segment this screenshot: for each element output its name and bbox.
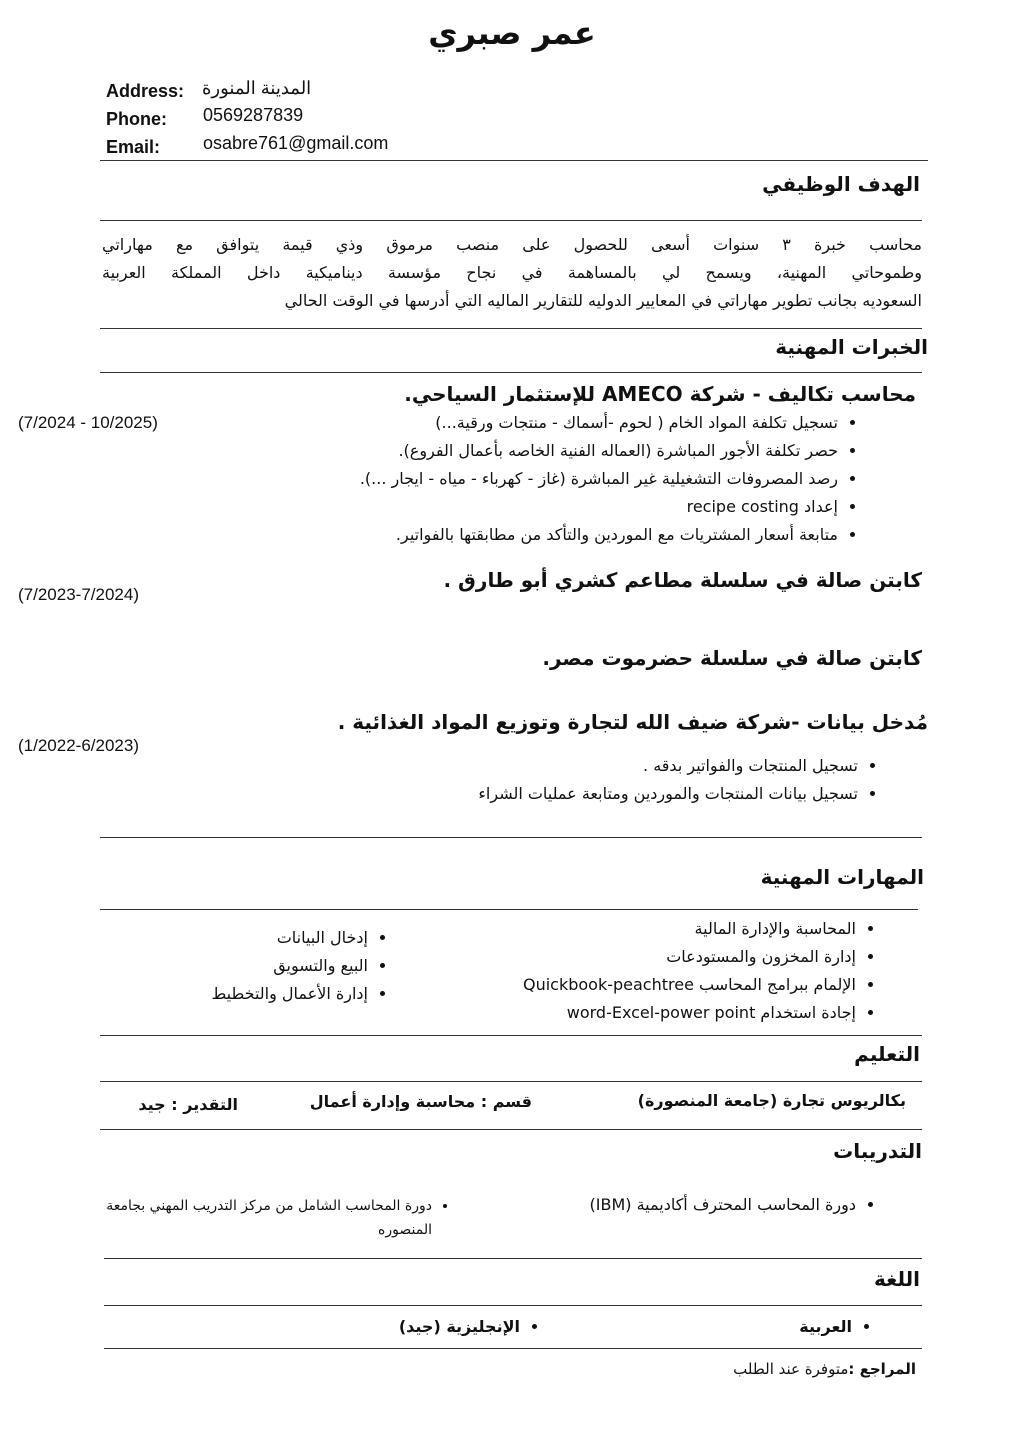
divider <box>100 220 922 221</box>
skill-item: • الإلمام ببرامج المحاسب Quickbook-peachtree <box>523 971 856 999</box>
skill-item: • البيع والتسويق <box>211 952 368 980</box>
job-title: كابتن صالة في سلسلة مطاعم كشري أبو طارق . <box>443 568 922 592</box>
job-title: محاسب تكاليف - شركة AMECO للإستثمار السياحي. <box>404 382 916 406</box>
email-label: Email: <box>106 137 161 157</box>
skill-item: • إجادة استخدام word-Excel-power point <box>523 999 856 1027</box>
experience-heading: الخبرات المهنية <box>775 335 928 359</box>
references <box>733 1360 916 1378</box>
references-value: متوفرة عند الطلب <box>733 1360 849 1378</box>
job-date: (1/2022-6/2023) <box>18 736 139 755</box>
language-item: • العربية <box>799 1313 852 1341</box>
training-item: • دورة المحاسب الشامل من مركز التدريب المهني بجامعة المنصوره <box>80 1194 432 1242</box>
job-bullets <box>360 409 862 549</box>
education-heading: التعليم <box>854 1042 920 1066</box>
skills-list-right <box>523 915 880 1027</box>
divider <box>100 372 922 373</box>
divider <box>104 1348 922 1349</box>
divider <box>100 1035 922 1036</box>
phone-value: 0569287839 <box>203 105 304 125</box>
training-list <box>80 1194 456 1242</box>
references-label: المراجع : <box>848 1360 916 1378</box>
address-value: المدينة المنورة <box>202 78 312 98</box>
education-grade: التقدير : جيد <box>138 1095 238 1114</box>
language-heading: اللغة <box>874 1267 920 1291</box>
job-bullet: • تسجيل بيانات المنتجات والموردين ومتابعة عمليات الشراء <box>478 780 858 808</box>
divider <box>100 1129 922 1130</box>
training-list <box>590 1191 881 1219</box>
skill-item: • إدخال البيانات <box>211 924 368 952</box>
skill-item: • إدارة المخزون والمستودعات <box>523 943 856 971</box>
objective-line: السعوديه بجانب تطوير مهاراتي في المعايير الدوليه للتقارير الماليه التي أدرسها في الوقت الحالي <box>284 291 922 310</box>
job-date: (7/2024 - 10/2025) <box>18 413 158 432</box>
education-degree: بكالريوس تجارة (جامعة المنصورة) <box>637 1091 906 1110</box>
email-value: osabre761@gmail.com <box>203 133 389 153</box>
divider <box>100 328 922 329</box>
job-bullet: • تسجيل تكلفة المواد الخام ( لحوم -أسماك - منتجات ورقية...) <box>360 409 838 437</box>
training-heading: التدريبات <box>833 1139 922 1163</box>
divider <box>104 1305 922 1306</box>
skill-item: • المحاسبة والإدارة المالية <box>523 915 856 943</box>
job-bullet: • تسجيل المنتجات والفواتير بدقه . <box>478 752 858 780</box>
divider <box>100 837 922 838</box>
training-item: • دورة المحاسب المحترف أكاديمية (IBM) <box>590 1191 857 1219</box>
address-label: Address: <box>106 81 185 101</box>
objective-line: محاسب خبرة ٣ سنوات أسعى للحصول على منصب مرموق وذي قيمة يتوافق مع مهاراتي <box>102 235 922 254</box>
phone-label: Phone: <box>106 109 167 129</box>
candidate-name: عمر صبري <box>428 14 596 52</box>
education-department: قسم : محاسبة وإدارة أعمال <box>309 1092 532 1111</box>
job-bullet: • رصد المصروفات التشغيلية غير المباشرة (غاز - كهرباء - مياه - ايجار ...). <box>360 465 838 493</box>
language-item: • الإنجليزية (جيد) <box>399 1313 520 1341</box>
objective-heading: الهدف الوظيفي <box>762 172 920 196</box>
divider <box>104 1258 922 1259</box>
divider <box>100 909 918 910</box>
language-list <box>799 1313 876 1341</box>
job-bullet: • حصر تكلفة الأجور المباشرة (العماله الفنية الخاصه بأعمال الفروع). <box>360 437 838 465</box>
language-list <box>399 1313 544 1341</box>
divider <box>100 1081 922 1082</box>
skills-list-left <box>211 924 392 1008</box>
objective-line: وطموحاتي المهنية، ويسمح لي بالمساهمة في نجاح مؤسسة ديناميكية داخل المملكة العربية <box>102 263 922 282</box>
job-bullet: • إعداد recipe costing <box>360 493 838 521</box>
job-title: كابتن صالة في سلسلة حضرموت مصر. <box>542 646 922 670</box>
job-bullets <box>478 752 882 808</box>
job-title: مُدخل بيانات -شركة ضيف الله لتجارة وتوزيع المواد الغذائية . <box>337 710 928 734</box>
job-bullet: • متابعة أسعار المشتريات مع الموردين والتأكد من مطابقتها بالفواتير. <box>360 521 838 549</box>
skills-heading: المهارات المهنية <box>760 865 924 889</box>
job-date: (7/2023-7/2024) <box>18 585 139 604</box>
divider <box>100 160 928 161</box>
skill-item: • إدارة الأعمال والتخطيط <box>211 980 368 1008</box>
